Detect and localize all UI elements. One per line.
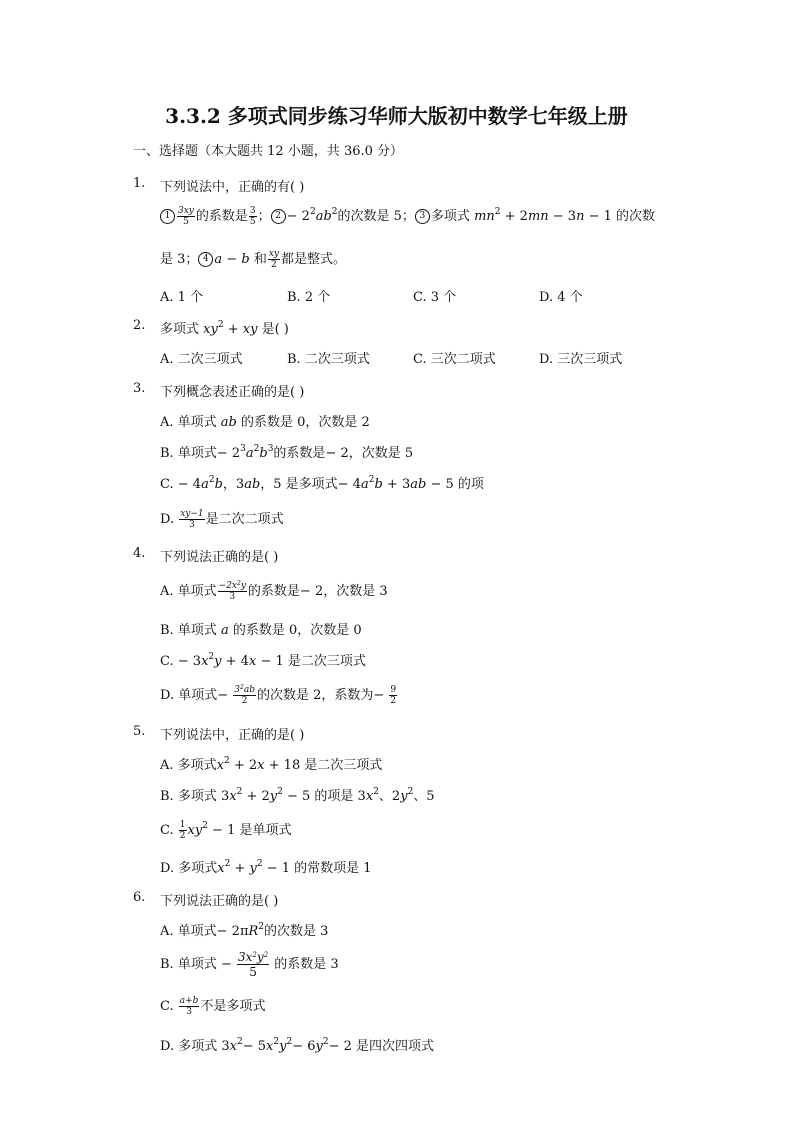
fraction: $\frac{xy-1}{3}$ bbox=[180, 509, 204, 530]
option-c[interactable]: C. 三次二项式 bbox=[413, 352, 496, 367]
text-fragment: 是二次二项式 bbox=[205, 512, 284, 527]
option-c[interactable]: C. − $4a^2b$，3ab，5 是多项式− $4a^2b + 3ab - 5$ 的项 bbox=[160, 475, 484, 492]
option-a[interactable]: A. 二次三项式 bbox=[160, 352, 243, 367]
option-d[interactable]: D. 单项式− $\frac{3^2ab}{2}$ 的次数是 2，系数为− $\frac{9}{2}$ bbox=[160, 684, 397, 706]
text-fragment: 的次数是 5； bbox=[337, 209, 415, 224]
question-line: 是 3； 4 a − b 和 $\frac{xy}{2}$ 都是整式。 bbox=[160, 249, 347, 270]
question-stem: 下列说法正确的是( ) bbox=[160, 894, 279, 909]
text-fragment: 的系数是 0，次数是 2 bbox=[241, 415, 370, 430]
text-fragment: ，5 是多项式 bbox=[260, 477, 338, 492]
fraction: $\frac{xy}{2}$ bbox=[268, 249, 279, 270]
question-stem: 多项式 $xy^2$ + xy 是( ) bbox=[160, 320, 289, 337]
text-fragment: 的次数是 2，系数为 bbox=[256, 688, 374, 703]
fraction: $\frac{3xy}{5}$ bbox=[178, 206, 194, 227]
text-fragment: 、 bbox=[378, 789, 392, 804]
option-a[interactable]: A. 单项式 ab 的系数是 0，次数是 2 bbox=[160, 415, 370, 430]
text-fragment: 是 3； bbox=[160, 252, 199, 267]
text-fragment: 多项式 bbox=[160, 322, 200, 337]
text-fragment: 不是多项式 bbox=[200, 999, 266, 1014]
option-d[interactable]: D. 多项式 $3x^2- 5x^2y^2- 6y^2- 2$ 是四次四项式 bbox=[160, 1037, 435, 1054]
option-c[interactable]: C. $\frac{1}{2}$ $xy^2 - 1$ 是单项式 bbox=[160, 820, 292, 841]
fraction: $\frac{1}{2}$ bbox=[179, 820, 186, 841]
text-fragment: B. 单项式 bbox=[160, 957, 217, 972]
text-fragment: 都是整式。 bbox=[281, 252, 347, 267]
text-fragment: A. 单项式 bbox=[160, 415, 217, 430]
question-stem: 下列说法中，正确的有( ) bbox=[160, 180, 305, 195]
text-fragment: A. 多项式 bbox=[160, 758, 217, 773]
text-fragment: A. 单项式 bbox=[160, 584, 217, 599]
question-number: 6. bbox=[133, 890, 146, 905]
option-d[interactable]: D. 三次三项式 bbox=[539, 352, 623, 367]
text-fragment: D. 多项式 bbox=[160, 861, 218, 876]
option-b[interactable]: B. 多项式 $3x^2 + 2y^2 - 5$ 的项是 $3x^2$、$2y^2$、5 bbox=[160, 787, 435, 804]
question-stem: 下列说法中，正确的是( ) bbox=[160, 728, 305, 743]
question-stem: 下列说法正确的是( ) bbox=[160, 550, 279, 565]
text-fragment: 的常数项是 1 bbox=[294, 861, 372, 876]
fraction: $\frac{a+b}{3}$ bbox=[179, 996, 199, 1017]
fraction: $\frac{3}{5}$ bbox=[249, 206, 256, 227]
text-fragment: 是四次四项式 bbox=[356, 1039, 435, 1054]
page-title: 3.3.2 多项式同步练习华师大版初中数学七年级上册 bbox=[165, 104, 628, 128]
text-fragment: 多项式 bbox=[430, 209, 470, 224]
fraction: $\frac{3^2ab}{2}$ bbox=[234, 684, 255, 706]
question-stem: 下列概念表述正确的是( ) bbox=[160, 385, 305, 400]
text-fragment: 和 bbox=[253, 252, 267, 267]
option-b[interactable]: B. 二次三项式 bbox=[287, 352, 370, 367]
text-fragment: D. 多项式 bbox=[160, 1039, 218, 1054]
text-fragment: B. 单项式 bbox=[160, 623, 217, 638]
option-b[interactable]: B. 单项式 a 的系数是 0，次数是 0 bbox=[160, 623, 362, 638]
text-fragment: D. 单项式 bbox=[160, 688, 218, 703]
text-fragment: ， bbox=[222, 477, 236, 492]
fraction: $\frac{3x^2y^2}{5}$ bbox=[238, 950, 269, 979]
text-fragment: ，次数是 5 bbox=[348, 446, 414, 461]
text-fragment: A. 单项式 bbox=[160, 924, 217, 939]
option-d[interactable]: D. 4 个 bbox=[539, 290, 583, 305]
text-fragment: 的系数是 bbox=[273, 446, 326, 461]
option-a[interactable]: A. 多项式$x^2 + 2x + 18$ 是二次三项式 bbox=[160, 756, 383, 773]
question-line: 1 $\frac{3xy}{5}$ 的系数是 $\frac{3}{5}$ ； $2 - 2^2ab^2$的次数是 5； 3 多项式 $mn^2 + 2mn - 3n - 1$ 的次数 bbox=[160, 205, 655, 227]
text-fragment: C. bbox=[160, 477, 174, 492]
option-c[interactable]: C. − $3x^2y + 4x - 1$ 是二次三项式 bbox=[160, 652, 366, 669]
section-heading: 一、选择题（本大题共 12 小题，共 36.0 分） bbox=[133, 144, 404, 159]
text-fragment: 的次数 bbox=[616, 209, 656, 224]
text-fragment: D. bbox=[160, 512, 175, 527]
text-fragment: 的系数是 bbox=[247, 584, 300, 599]
option-a[interactable]: A. 1 个 bbox=[160, 290, 204, 305]
circled-three-icon: 3 bbox=[415, 209, 430, 224]
option-b[interactable]: B. 单项式 − $\frac{3x^2y^2}{5}$ 的系数是 3 bbox=[160, 950, 339, 979]
text-fragment: B. 单项式 bbox=[160, 446, 217, 461]
text-fragment: ，次数是 3 bbox=[323, 584, 388, 599]
text-fragment: 的系数是 3 bbox=[274, 957, 339, 972]
text-fragment: 是二次三项式 bbox=[287, 654, 366, 669]
option-a[interactable]: A. 单项式− $2\pi R^2$的次数是 3 bbox=[160, 922, 329, 939]
option-b[interactable]: B. 2 个 bbox=[287, 290, 331, 305]
text-fragment: ； bbox=[257, 209, 271, 224]
question-number: 5. bbox=[133, 724, 146, 739]
text-fragment: 的项是 bbox=[314, 789, 354, 804]
text-fragment: 、5 bbox=[413, 789, 435, 804]
text-fragment: C. bbox=[160, 999, 174, 1014]
circled-one-icon: 1 bbox=[160, 209, 175, 224]
text-fragment: B. 多项式 bbox=[160, 789, 217, 804]
text-fragment: 的次数是 3 bbox=[264, 924, 329, 939]
text-fragment: 是单项式 bbox=[239, 823, 292, 838]
option-c[interactable]: C. 3 个 bbox=[413, 290, 457, 305]
question-number: 3. bbox=[133, 381, 146, 396]
text-fragment: C. bbox=[160, 823, 174, 838]
text-fragment: 的项 bbox=[457, 477, 484, 492]
option-a[interactable]: A. 单项式 $\frac{-2x^2y}{3}$ 的系数是− 2，次数是 3 bbox=[160, 580, 388, 602]
text-fragment: 的系数是 0，次数是 0 bbox=[232, 623, 362, 638]
fraction: $\frac{-2x^2y}{3}$ bbox=[218, 580, 246, 602]
option-d[interactable]: D. 多项式$x^2 + y^2 - 1$ 的常数项是 1 bbox=[160, 859, 372, 876]
text-fragment: C. bbox=[160, 654, 174, 669]
question-number: 4. bbox=[133, 546, 146, 561]
option-d[interactable] bbox=[160, 508, 284, 530]
option-c[interactable] bbox=[160, 995, 265, 1017]
text-fragment: 的系数是 bbox=[195, 209, 248, 224]
question-number: 1. bbox=[133, 176, 146, 191]
question-number: 2. bbox=[133, 318, 146, 333]
text-fragment: 是二次三项式 bbox=[304, 758, 383, 773]
option-b[interactable]: B. 单项式− $2^3a^2b^3$的系数是− 2，次数是 5 bbox=[160, 444, 414, 461]
circled-four-icon: 4 bbox=[198, 252, 213, 267]
circled-two-icon: 2 bbox=[271, 209, 286, 224]
fraction: $\frac{9}{2}$ bbox=[390, 685, 397, 706]
text-fragment: 是( ) bbox=[261, 322, 289, 337]
